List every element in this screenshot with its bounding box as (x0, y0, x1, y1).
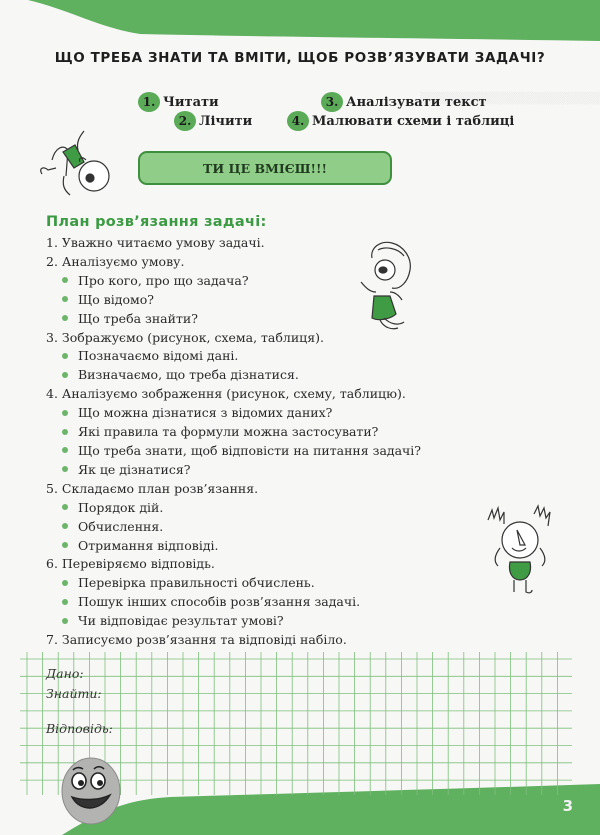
substep-text: Чи відповідає результат умові? (78, 613, 284, 629)
plan-title: План розв’язання задачі: (46, 214, 267, 230)
plan-step (46, 631, 466, 650)
skill-number-badge: 1. (138, 92, 160, 112)
bullet-icon (62, 447, 68, 453)
substep-text: Що відомо? (78, 291, 154, 307)
plan-step (46, 253, 466, 272)
answer-label: Відповідь: (46, 721, 113, 736)
plan-list (46, 234, 466, 650)
substep-text: Що треба знати, щоб відповісти на питання задачі? (78, 442, 422, 458)
plan-step (46, 329, 466, 348)
step-text: 3. Зображуємо (рисунок, схема, таблиця). (46, 329, 324, 345)
step-text: 1. Уважно читаємо умову задачі. (46, 235, 265, 250)
skill-label: Лічити (199, 113, 253, 129)
plan-substep (46, 612, 466, 631)
skill-label: Читати (163, 94, 219, 110)
step-text: 6. Перевіряємо відповідь. (46, 556, 215, 572)
plan-substep (46, 423, 466, 442)
bullet-icon (62, 429, 68, 435)
bullet-icon (62, 504, 68, 510)
step-text: 5. Складаємо план розв’язання. (46, 480, 259, 496)
substep-text: Що треба знайти? (78, 310, 198, 326)
substep-text: Пошук інших способів розв’язання задачі. (78, 594, 361, 610)
plan-substep (46, 310, 466, 329)
skill-number-badge: 4. (287, 111, 309, 131)
plan-substep (46, 442, 466, 461)
step-text: 7. Записуємо розв’язання та відповіді набіло. (46, 632, 347, 648)
page-number: 3 (562, 797, 573, 815)
page-title: ЩО ТРЕБА ЗНАТИ ТА ВМІТИ, ЩОБ РОЗВ’ЯЗУВАТИ ЗАДАЧІ? (54, 50, 546, 66)
pigtail-kid-illustration (488, 506, 550, 593)
substep-text: Визначаємо, що треба дізнатися. (78, 367, 299, 383)
substep-text: Що можна дізнатися з відомих даних? (78, 405, 333, 421)
plan-substep (46, 366, 466, 385)
bullet-icon (62, 296, 68, 302)
plan-step (46, 480, 466, 499)
skill-item-analyze-text (321, 92, 487, 112)
bullet-icon (62, 542, 68, 548)
skill-number-badge: 3. (321, 92, 343, 112)
plan-substep (46, 272, 466, 291)
bullet-icon (62, 599, 68, 605)
bullet-icon (62, 353, 68, 359)
skill-label: Аналізувати текст (346, 94, 487, 110)
step-text: 2. Аналізуємо умову. (46, 253, 185, 269)
plan-substep (46, 574, 466, 593)
skill-label: Малювати схеми і таблиці (312, 113, 515, 129)
plan-substep (46, 291, 466, 310)
find-label: Знайти: (46, 686, 102, 701)
given-label: Дано: (46, 666, 84, 681)
footer-green-band (62, 784, 600, 835)
plan-substep (46, 347, 466, 366)
plan-substep (46, 404, 466, 423)
substep-text: Позначаємо відомі дані. (78, 348, 239, 364)
plan-step (46, 555, 466, 574)
substep-text: Порядок дій. (78, 499, 164, 515)
bullet-icon (62, 523, 68, 529)
bullet-icon (62, 277, 68, 283)
substep-text: Як це дізнатися? (78, 461, 191, 477)
plan-substep (46, 593, 466, 612)
header-green-band (28, 0, 600, 41)
plan-substep (46, 461, 466, 480)
bullet-icon (62, 372, 68, 378)
smiley-face-icon (62, 758, 120, 824)
bullet-icon (62, 618, 68, 624)
bullet-icon (62, 315, 68, 321)
substep-text: Про кого, про що задача? (78, 272, 249, 288)
bullet-icon (62, 466, 68, 472)
plan-substep (46, 518, 466, 537)
substep-text: Які правила та формули можна застосувати? (78, 424, 379, 440)
skill-item-count (174, 111, 252, 131)
cartwheel-kid-illustration (41, 131, 109, 195)
plan-substep (46, 537, 466, 556)
step-text: 4. Аналізуємо зображення (рисунок, схему, таблицю). (46, 386, 406, 402)
substep-text: Обчислення. (78, 518, 164, 534)
you-can-do-it-banner: ТИ ЦЕ ВМІЄШ!!! (138, 151, 392, 185)
skill-item-read (138, 92, 219, 112)
substep-text: Перевірка правильності обчислень. (78, 575, 315, 591)
bullet-icon (62, 580, 68, 586)
skill-item-draw-schemes (287, 111, 514, 131)
bullet-icon (62, 410, 68, 416)
plan-step (46, 234, 466, 253)
substep-text: Отримання відповіді. (78, 537, 219, 553)
plan-step (46, 385, 466, 404)
skill-number-badge: 2. (174, 111, 196, 131)
plan-substep (46, 499, 466, 518)
